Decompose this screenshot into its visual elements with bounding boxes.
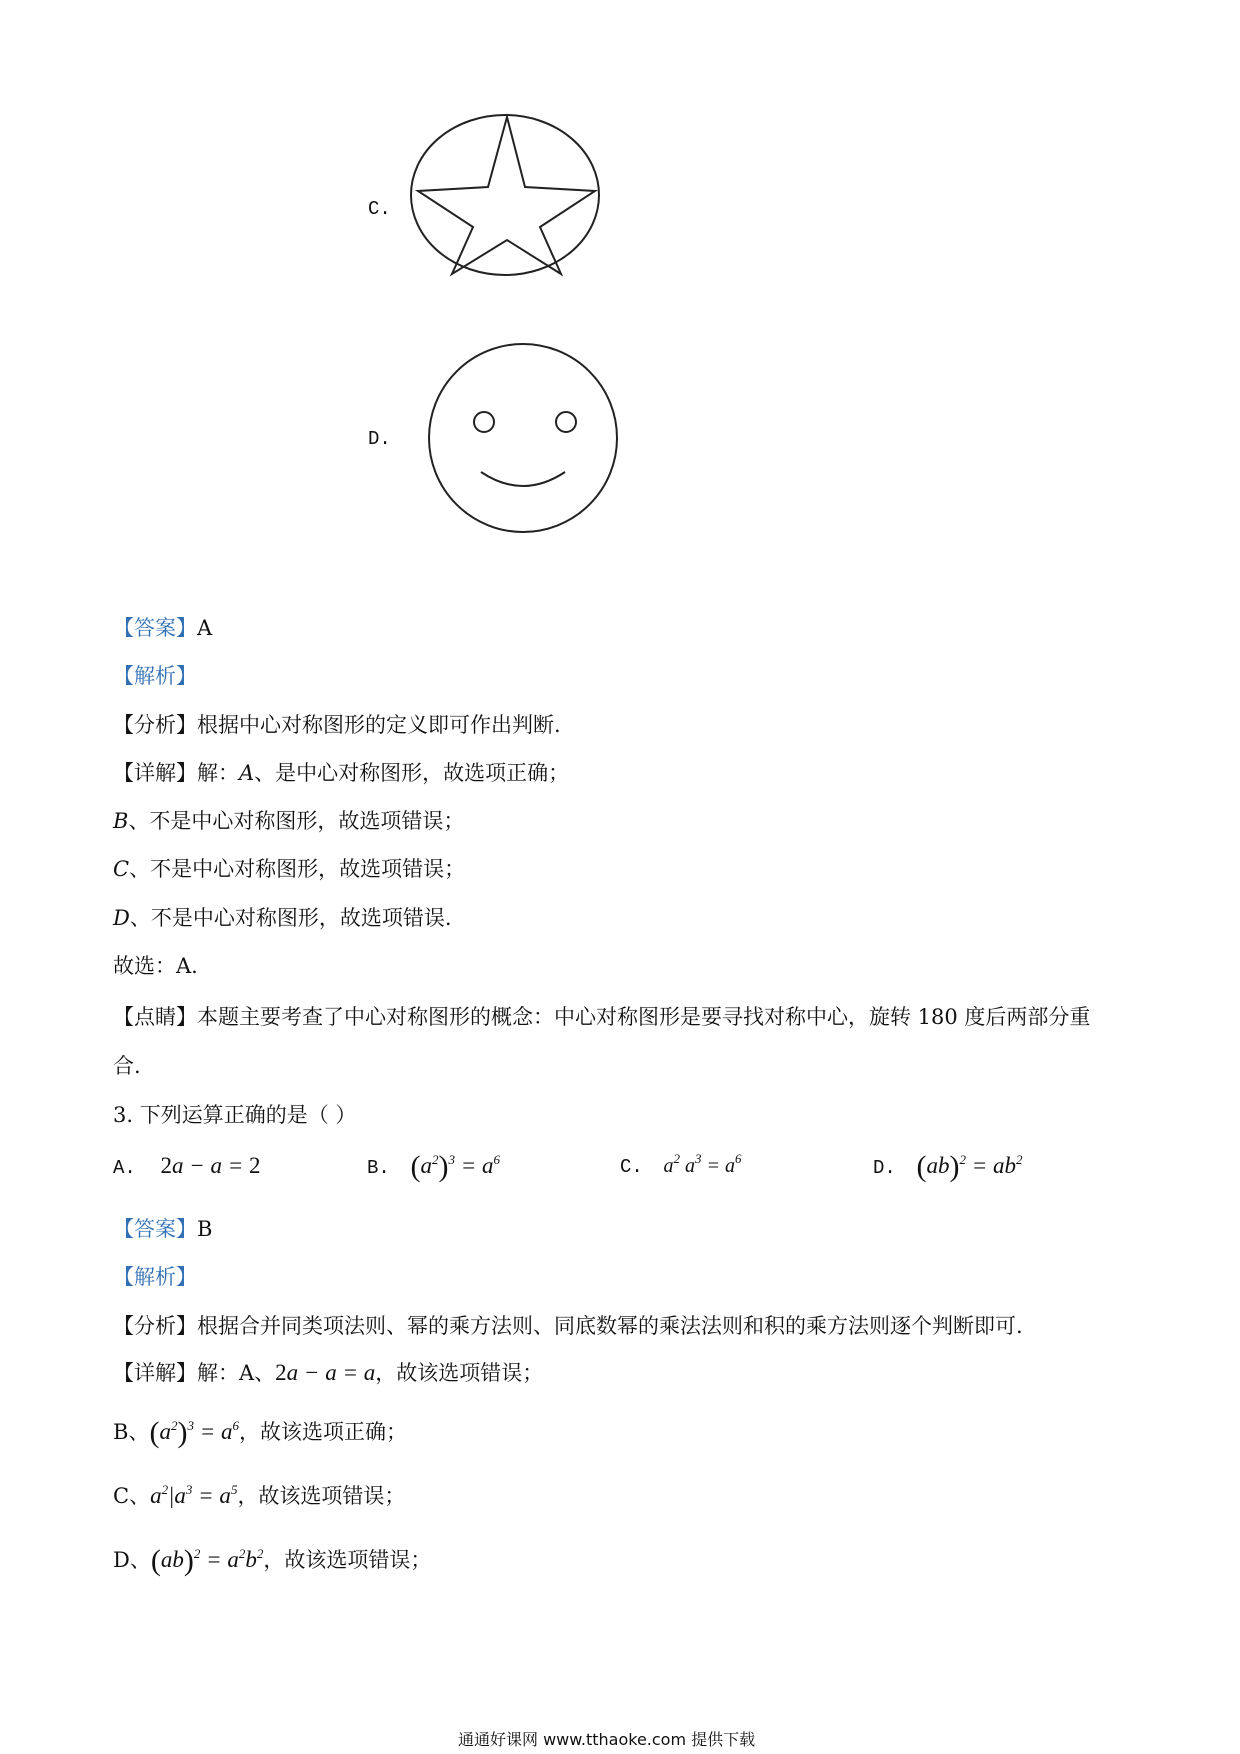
formula: $(a^2)^3 = a^6$ <box>149 1416 239 1449</box>
line-prefix: C、 <box>113 1484 151 1508</box>
figure-d-label: D. <box>368 428 391 450</box>
footer-text: 通通好课网 www.tthaoke.com 提供下载 <box>458 1730 756 1749</box>
line-prefix: D、 <box>113 1548 151 1572</box>
option-c-formula: $a^2$ $a^3 = a^6$ <box>663 1151 742 1177</box>
q2-line-c <box>113 853 465 883</box>
line-suffix: ，故该选项错误； <box>375 1361 544 1385</box>
formula: $(ab)^2 = a^2b^2$ <box>150 1544 264 1577</box>
q3-fenxi-line <box>113 1310 1023 1340</box>
q3-option-a <box>113 1153 261 1179</box>
line-suffix: ，故该选项正确； <box>238 1420 407 1444</box>
option-a-explanation: 、是中心对称图形，故选项正确； <box>254 761 570 785</box>
smiley-face-figure <box>425 340 621 536</box>
fenxi-text: 根据合并同类项法则、幂的乘方法则、同底数幂的乘法法则和积的乘方法则逐个判断即可. <box>197 1314 1023 1338</box>
option-d-formula: $(ab)^2 = ab^2$ <box>916 1150 1023 1183</box>
q2-line-b <box>113 805 464 835</box>
option-letter: C <box>113 857 130 881</box>
option-c-explanation: 、不是中心对称图形，故选项错误； <box>129 857 466 881</box>
q3-question: 3. 下列运算正确的是（ ） <box>113 1103 357 1127</box>
xiangjie-prefix: 解：A、 <box>197 1361 276 1385</box>
option-label: D. <box>873 1157 896 1179</box>
fenxi-text: 根据中心对称图形的定义即可作出判断. <box>197 713 561 737</box>
q3-option-c <box>620 1153 742 1178</box>
xiangjie-tag: 【详解】 <box>113 761 197 785</box>
xiangjie-tag: 【详解】 <box>113 1361 197 1385</box>
option-label: B. <box>367 1157 390 1179</box>
line-suffix: ，故该选项错误； <box>263 1548 432 1572</box>
q2-xiangjie-line <box>113 757 569 787</box>
option-letter: D <box>113 906 130 930</box>
star-in-circle-figure <box>405 112 605 278</box>
q3-line-b <box>113 1416 407 1449</box>
choose-line: 故选：A. <box>113 954 198 978</box>
option-d-explanation: 、不是中心对称图形，故选项错误. <box>129 906 452 930</box>
q3-option-b <box>367 1150 501 1183</box>
answer-value: A <box>197 616 213 640</box>
analysis-tag: 【解析】 <box>113 664 197 688</box>
line-prefix: B、 <box>113 1420 150 1444</box>
option-b-explanation: 、不是中心对称图形，故选项错误； <box>128 809 465 833</box>
q3-answer-line <box>113 1213 212 1243</box>
option-a-formula: 2a − a = 2 <box>160 1153 261 1178</box>
line-suffix: ，故该选项错误； <box>237 1484 406 1508</box>
q2-dianjing-line <box>113 1001 1090 1031</box>
formula: 2a − a = a <box>275 1360 376 1385</box>
fenxi-tag: 【分析】 <box>113 1314 197 1338</box>
q2-answer-line <box>113 612 212 642</box>
option-letter: B <box>113 809 129 833</box>
dianjing-tag: 【点睛】 <box>113 1005 197 1029</box>
dianjing-text-continued: 合. <box>113 1054 141 1078</box>
option-label: C. <box>620 1156 643 1178</box>
answer-value: B <box>197 1217 213 1241</box>
formula: $a^2|a^3 = a^5$ <box>150 1482 238 1508</box>
q2-line-d <box>113 902 452 932</box>
q3-xiangjie-line <box>113 1357 543 1387</box>
answer-tag: 【答案】 <box>113 1217 197 1241</box>
fenxi-tag: 【分析】 <box>113 713 197 737</box>
q3-line-d <box>113 1544 432 1577</box>
xiangjie-prefix: 解： <box>197 761 239 785</box>
q2-fenxi-line <box>113 709 561 739</box>
answer-tag: 【答案】 <box>113 616 197 640</box>
option-b-formula: $(a^2)^3 = a^6$ <box>410 1150 501 1183</box>
q3-line-c <box>113 1480 405 1510</box>
analysis-tag: 【解析】 <box>113 1265 197 1289</box>
figure-c-label: C. <box>368 198 391 220</box>
option-label: A. <box>113 1157 136 1179</box>
option-letter: A <box>239 761 255 785</box>
dianjing-text: 本题主要考查了中心对称图形的概念：中心对称图形是要寻找对称中心，旋转 180 度后两部分重 <box>197 1005 1091 1029</box>
q3-option-d <box>873 1150 1023 1183</box>
